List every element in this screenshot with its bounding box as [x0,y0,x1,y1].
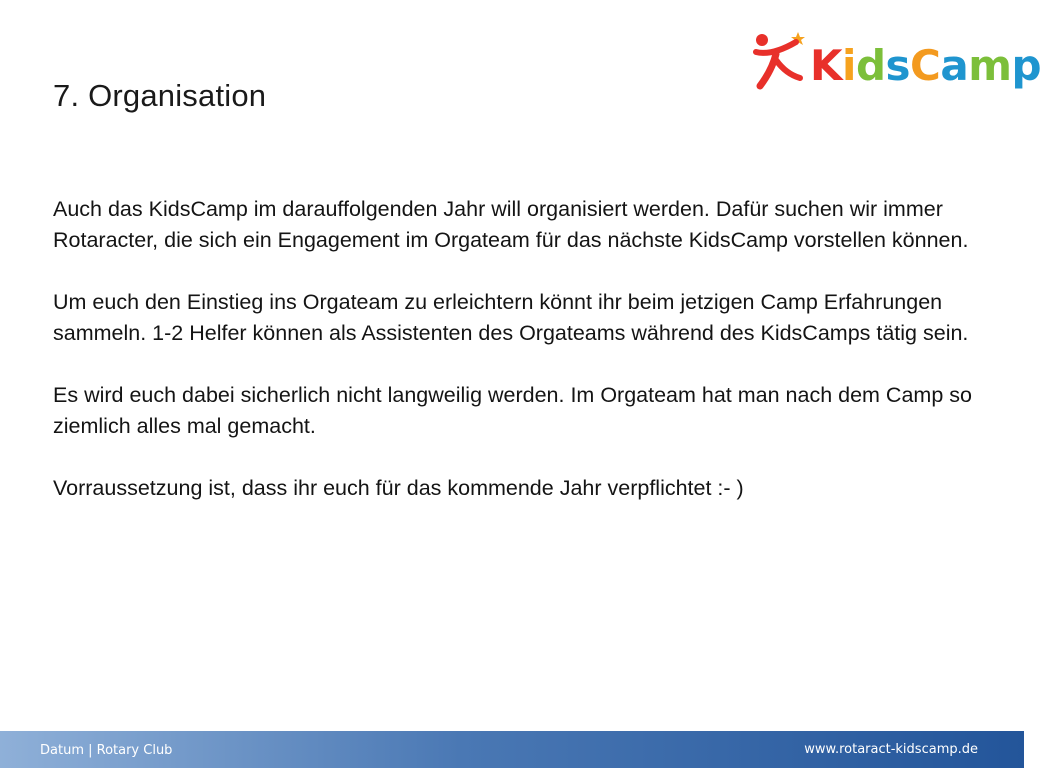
body-paragraph: Auch das KidsCamp im darauffolgenden Jahr will organisiert werden. Dafür suchen wir immer Rotaracter, die sich ein Engagement im Orgateam für das nächste KidsCamp vorstellen können. [53,197,969,252]
logo-letter: K [810,41,843,90]
logo-letter: d [855,41,886,90]
body-paragraph: Vorraussetzung ist, dass ihr euch für das kommende Jahr verpflichtet :- ) [53,476,744,500]
logo-letter: m [968,41,1012,90]
footer-bar [0,731,1024,768]
body-paragraph: Um euch den Einstieg ins Orgateam zu erleichtern könnt ihr beim jetzigen Camp Erfahrungen sammeln. 1-2 Helfer können als Assistenten des Orgateams während des KidsCamps tätig sein. [53,290,969,345]
kidscamp-logo [752,30,1041,98]
logo-letter: C [910,41,941,90]
logo-letter: a [940,41,969,90]
logo-letter: s [885,41,911,90]
footer-date-club: Datum | Rotary Club [40,743,173,758]
slide-body [53,194,993,535]
slide-title: 7. Organisation [53,78,267,113]
logo-letter: i [842,41,856,90]
body-paragraph: Es wird euch dabei sicherlich nicht langweilig werden. Im Orgateam hat man nach dem Camp so ziemlich alles mal gemacht. [53,383,972,438]
logo-letter: p [1011,41,1041,90]
jumping-figure-icon [752,30,808,92]
footer-website: www.rotaract-kidscamp.de [804,742,978,757]
kidscamp-wordmark [810,36,1041,96]
